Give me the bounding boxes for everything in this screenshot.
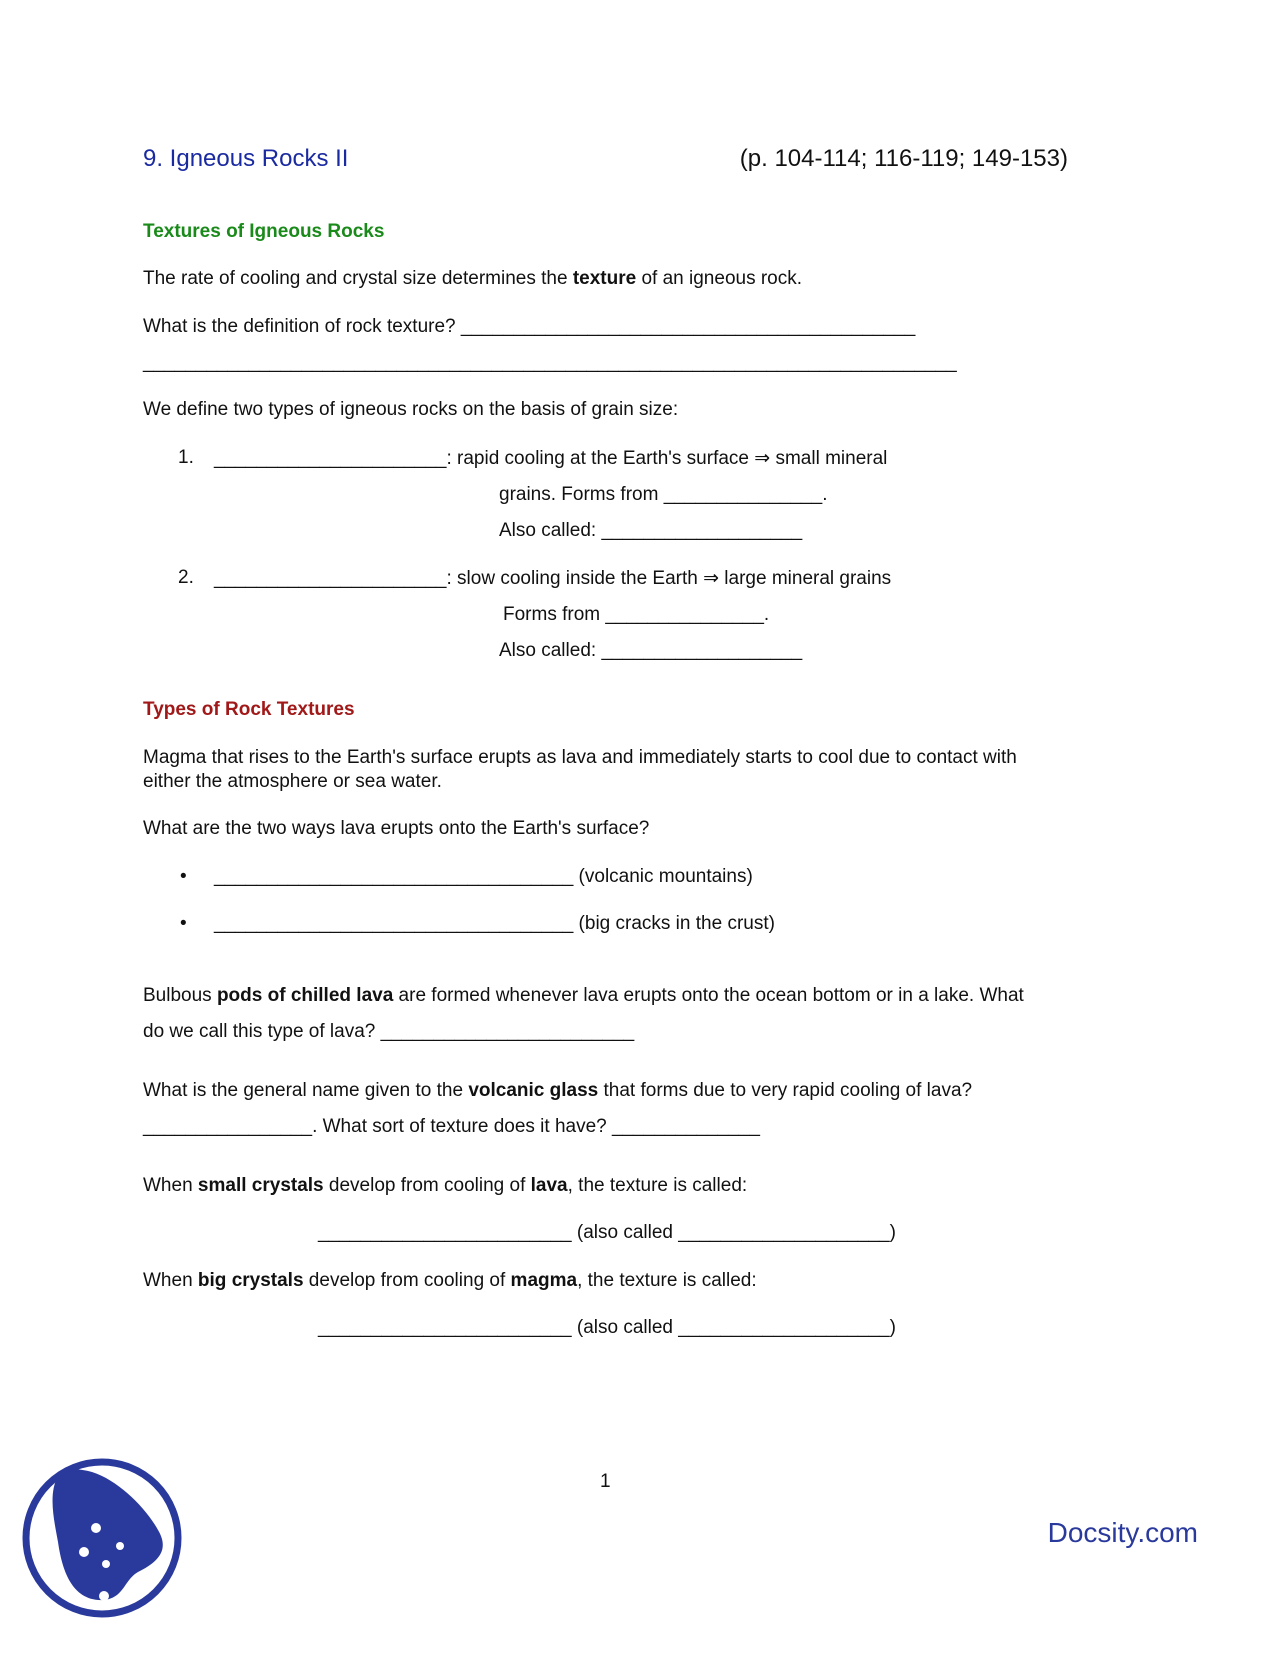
- item-1-forms: grains. Forms from _______________.: [499, 484, 828, 505]
- magma-paragraph-line2: either the atmosphere or sea water.: [143, 771, 442, 792]
- big-crystals-answer: ________________________ (also called ____________________): [318, 1317, 896, 1338]
- intro-paragraph: The rate of cooling and crystal size determines the texture of an igneous rock.: [143, 268, 803, 289]
- pods-paragraph: Bulbous pods of chilled lava are formed whenever lava erupts onto the ocean bottom or in a lake. What: [143, 985, 1024, 1006]
- big-crystals-paragraph: When big crystals develop from cooling of magma, the texture is called:: [143, 1270, 757, 1291]
- glass-paragraph: What is the general name given to the volcanic glass that forms due to very rapid cooling of lava?: [143, 1080, 973, 1101]
- item-2-line: ______________________: slow cooling inside the Earth ⇒ large mineral grains: [214, 568, 892, 589]
- item-2-also: Also called: ___________________: [499, 640, 803, 661]
- bullet-1-marker: •: [180, 866, 187, 887]
- glass-question: ________________. What sort of texture does it have? ______________: [143, 1116, 760, 1137]
- item-1-line: ______________________: rapid cooling at the Earth's surface ⇒ small mineral: [214, 448, 888, 469]
- docsity-logo-icon: [20, 1450, 188, 1625]
- small-crystals-answer: ________________________ (also called ____________________): [318, 1222, 896, 1243]
- bullet-2-marker: •: [180, 913, 187, 934]
- section-heading-textures: Textures of Igneous Rocks: [143, 221, 385, 242]
- answer-blank-line: _____________________________________________________________________________: [143, 352, 957, 373]
- types-intro: We define two types of igneous rocks on the basis of grain size:: [143, 399, 679, 420]
- section-heading-rock-textures: Types of Rock Textures: [143, 699, 355, 720]
- item-number-2: 2.: [178, 567, 194, 588]
- page-references: (p. 104-114; 116-119; 149-153): [739, 145, 1068, 172]
- erupt-question: What are the two ways lava erupts onto the Earth's surface?: [143, 818, 650, 839]
- magma-paragraph-line1: Magma that rises to the Earth's surface erupts as lava and immediately starts to cool due to contact with: [143, 747, 1017, 768]
- page-number: 1: [600, 1471, 611, 1492]
- bullet-2-text: __________________________________ (big cracks in the crust): [214, 913, 775, 934]
- item-number-1: 1.: [178, 447, 194, 468]
- bullet-1-text: __________________________________ (volcanic mountains): [214, 866, 753, 887]
- definition-question: What is the definition of rock texture? ___________________________________________: [143, 316, 916, 337]
- docsity-brand[interactable]: Docsity.com: [1047, 1517, 1198, 1548]
- small-crystals-paragraph: When small crystals develop from cooling of lava, the texture is called:: [143, 1175, 748, 1196]
- item-1-also: Also called: ___________________: [499, 520, 803, 541]
- page-title: 9. Igneous Rocks II: [143, 145, 349, 172]
- item-2-forms: Forms from _______________.: [503, 604, 770, 625]
- pods-question: do we call this type of lava? ________________________: [143, 1021, 635, 1042]
